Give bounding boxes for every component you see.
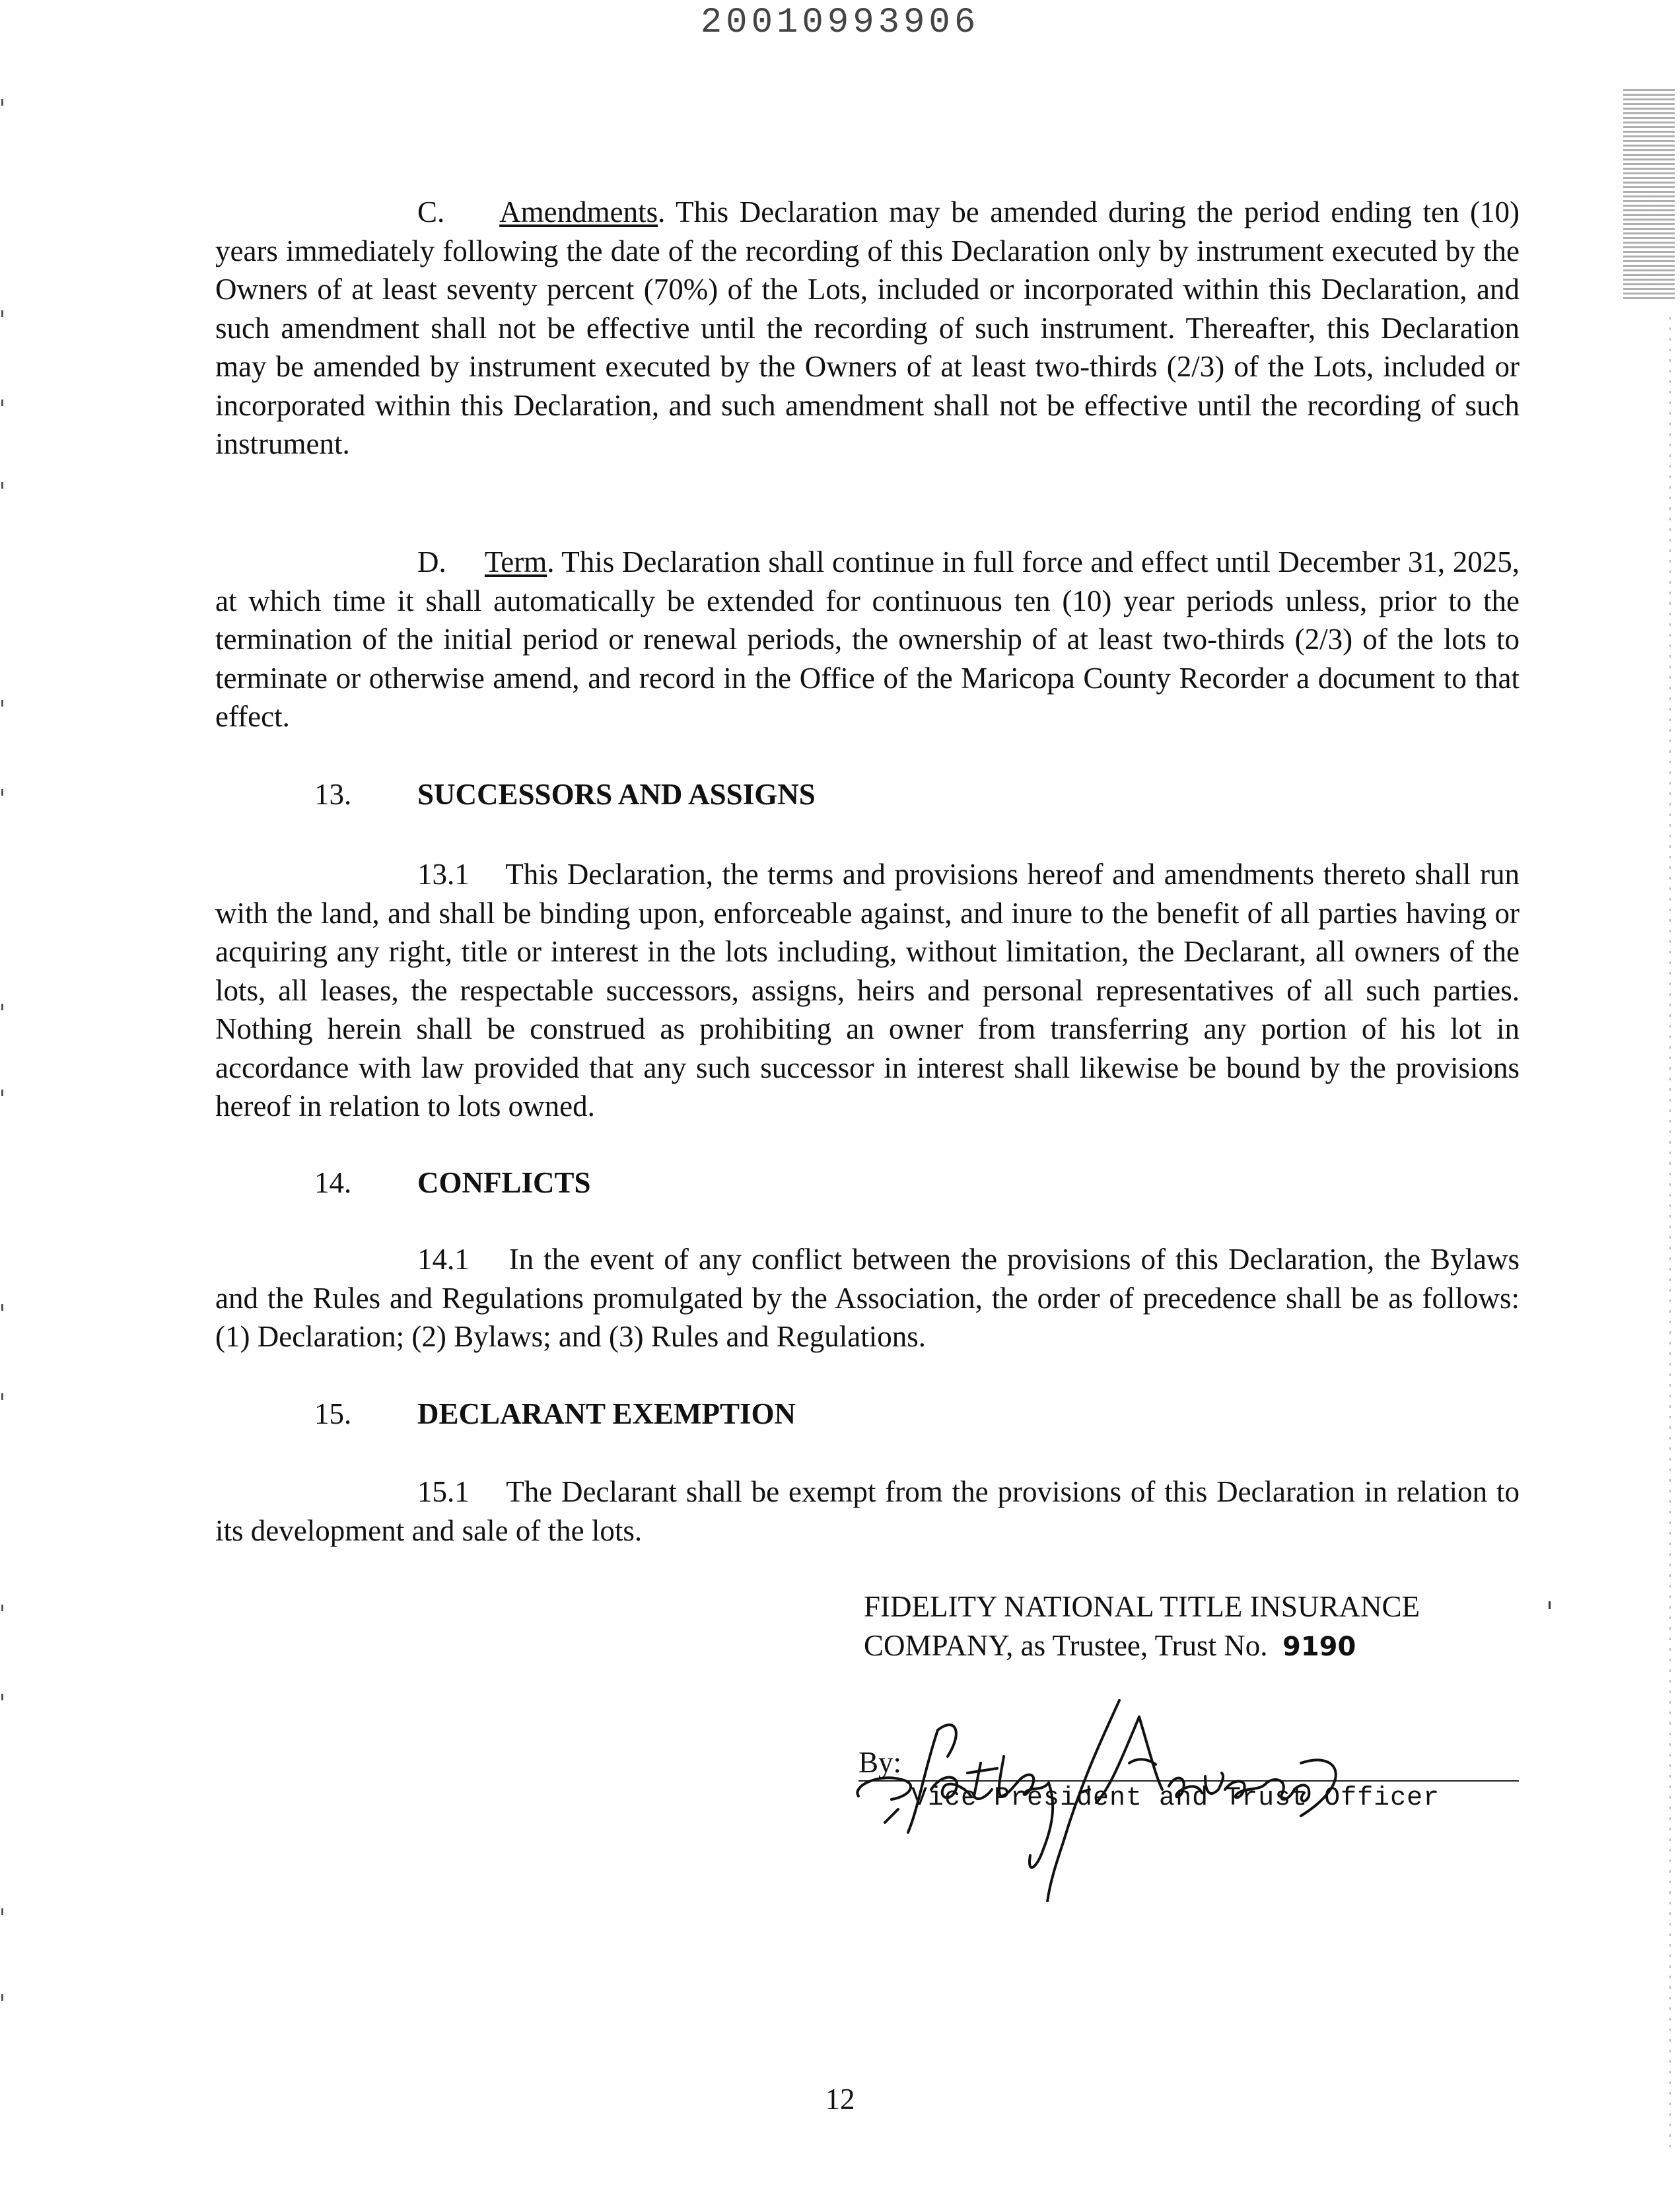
section-13-number: 13. [314, 778, 352, 811]
section-15-heading [314, 1395, 796, 1434]
section-13-1-text: This Declaration, the terms and provisions hereof and amendments thereto shall run with the land, and shall be binding upon, enforceable against, and inure to the benefit of all parties having or acquiring any right, title or interest in the lots including, without limitation, the Declarant, all owners of the lots, all leases, the respectable successors, assigns, heirs and personal representatives of all such parties. Nothing herein shall be construed as prohibiting an owner from transferring any portion of his lot in accordance with law provided that any such successor in interest shall likewise be bound by the provisions hereof in relation to lots owned. [215, 858, 1520, 1123]
section-d-paragraph [215, 543, 1520, 736]
scan-edge-dots [1669, 317, 1671, 2153]
page-number: 12 [825, 2083, 855, 2116]
handwritten-signature [839, 1690, 1367, 1902]
section-14-title: CONFLICTS [417, 1166, 591, 1199]
section-14-1-paragraph [215, 1240, 1520, 1356]
section-13-title: SUCCESSORS AND ASSIGNS [417, 778, 816, 811]
section-13-heading [314, 775, 816, 814]
section-14-1-number: 14.1 [417, 1243, 470, 1276]
section-13-1-number: 13.1 [417, 858, 470, 891]
section-d-title: Term [484, 545, 547, 578]
company-trustee-text: COMPANY, as Trustee, Trust No. [864, 1628, 1268, 1662]
section-14-1-text: In the event of any conflict between the provisions of this Declaration, the Bylaws and the Rules and Regulations promulgated by the Association, the order of precedence shall be as follows: (1) Declaration; (2) Bylaws; and (3) Rules and Regulations. [215, 1243, 1520, 1353]
trust-number: 9190 [1282, 1631, 1356, 1662]
section-c-letter: C. [417, 195, 445, 228]
signer-title: Vice President and Trust Officer [911, 1784, 1440, 1813]
section-14-number: 14. [314, 1166, 352, 1199]
by-label: By: [858, 1746, 902, 1779]
section-14-heading [314, 1163, 591, 1202]
section-15-1-text: The Declarant shall be exempt from the provisions of this Declaration in relation to its development and sale of the lots. [215, 1475, 1520, 1547]
section-15-number: 15. [314, 1397, 352, 1430]
signature-company-block [864, 1587, 1420, 1666]
company-name-line-2 [864, 1626, 1420, 1667]
section-15-1-paragraph [215, 1473, 1520, 1550]
stray-mark [1549, 1601, 1551, 1609]
section-d-letter: D. [417, 545, 446, 578]
section-c-text: . This Declaration may be amended during the period ending ten (10) years immediately following the date of the recording of this Declaration only by instrument executed by the Owners of at least seventy percent (70%) of the Lots, included or incorporated within this Declaration, and such amendment shall not be effective until the recording of such instrument. Thereafter, this Declaration may be amended by instrument executed by the Owners of at least two-thirds (2/3) of the Lots, included or incorporated within this Declaration, and such amendment shall not be effective until the recording of such instrument. [215, 195, 1520, 460]
section-13-1-paragraph [215, 855, 1520, 1126]
section-c-paragraph [215, 193, 1520, 464]
section-c-title: Amendments [499, 195, 658, 228]
section-15-1-number: 15.1 [417, 1475, 470, 1508]
document-number: 20010993906 [700, 3, 980, 43]
section-d-text: . This Declaration shall continue in full force and effect until December 31, 2025, at which time it shall automatically be extended for continuous ten (10) year periods unless, prior to the termination of the initial period or renewal periods, the ownership of at least two-thirds (2/3) of the lots to terminate or otherwise amend, and record in the Office of the Maricopa County Recorder a document to that effect. [215, 545, 1520, 733]
recorder-stamp [1623, 89, 1675, 300]
company-name-line-1: FIDELITY NATIONAL TITLE INSURANCE [864, 1590, 1420, 1623]
section-15-title: DECLARANT EXEMPTION [417, 1397, 796, 1430]
